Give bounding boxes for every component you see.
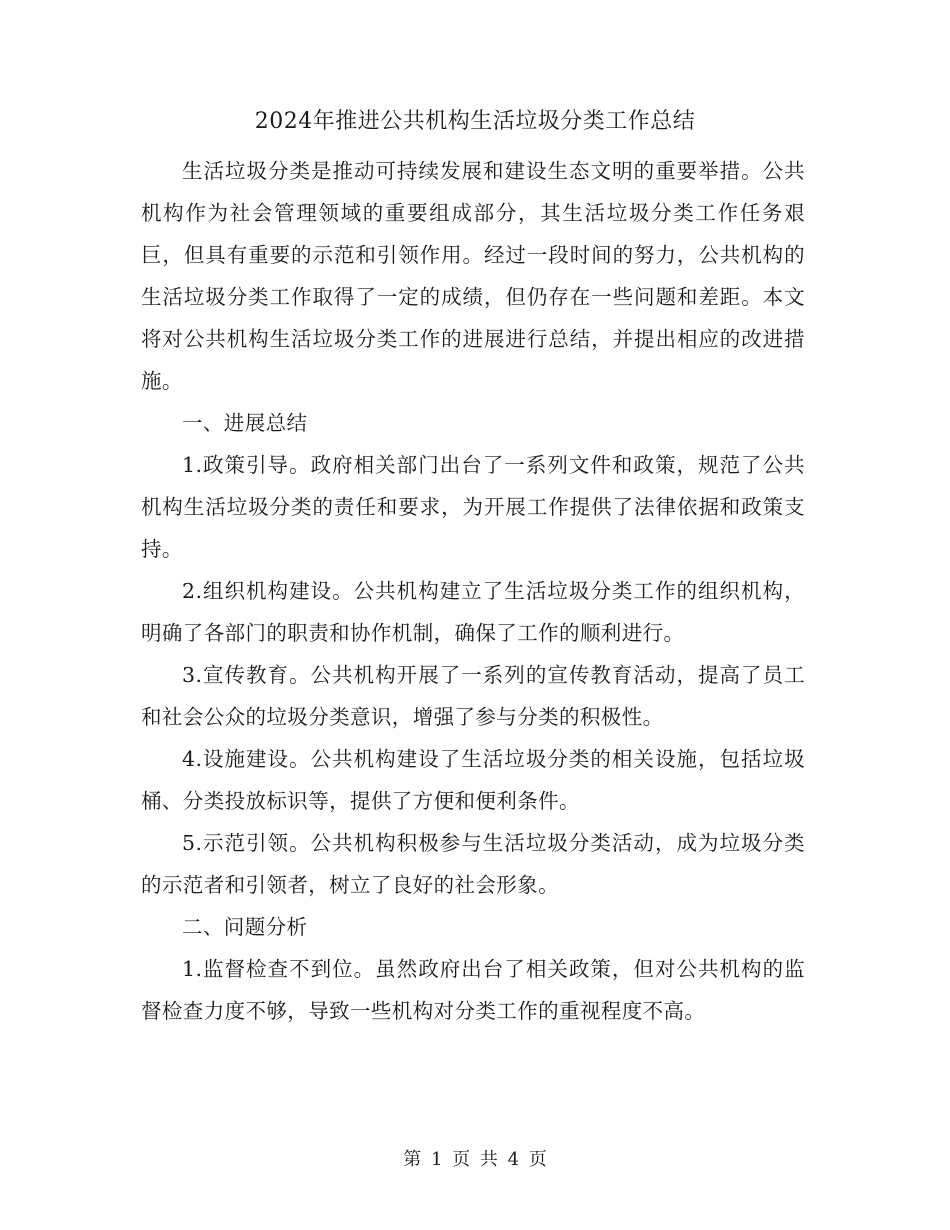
intro-paragraph: 生活垃圾分类是推动可持续发展和建设生态文明的重要举措。公共机构作为社会管理领域的重要组成部分，其生活垃圾分类工作任务艰巨，但具有重要的示范和引领作用。经过一段时间的努力，公共机构的生活垃圾分类工作取得了一定的成绩，但仍存在一些问题和差距。本文将对公共机构生活垃圾分类工作的进展进行总结，并提出相应的改进措施。	[141, 159, 805, 393]
progress-item-organization: 2.组织机构建设。公共机构建立了生活垃圾分类工作的组织机构，明确了各部门的职责和协作机制，确保了工作的顺利进行。	[141, 579, 805, 645]
problem-item-supervision: 1.监督检查不到位。虽然政府出台了相关政策，但对公共机构的监督检查力度不够，导致一些机构对分类工作的重视程度不高。	[141, 957, 805, 1023]
document-title: 2024年推进公共机构生活垃圾分类工作总结	[254, 109, 696, 134]
document-body	[141, 150, 805, 1032]
progress-item-facilities: 4.设施建设。公共机构建设了生活垃圾分类的相关设施，包括垃圾桶、分类投放标识等，提供了方便和便利条件。	[141, 747, 805, 813]
progress-item-demonstration: 5.示范引领。公共机构积极参与生活垃圾分类活动，成为垃圾分类的示范者和引领者，树立了良好的社会形象。	[141, 831, 805, 897]
section-heading-problems: 二、问题分析	[182, 915, 308, 939]
page-number-footer: 第 1 页 共 4 页	[403, 1149, 547, 1170]
section-heading-progress: 一、进展总结	[182, 411, 308, 435]
progress-item-policy: 1.政策引导。政府相关部门出台了一系列文件和政策，规范了公共机构生活垃圾分类的责任和要求，为开展工作提供了法律依据和政策支持。	[141, 453, 805, 561]
progress-item-publicity: 3.宣传教育。公共机构开展了一系列的宣传教育活动，提高了员工和社会公众的垃圾分类意识，增强了参与分类的积极性。	[141, 663, 805, 729]
